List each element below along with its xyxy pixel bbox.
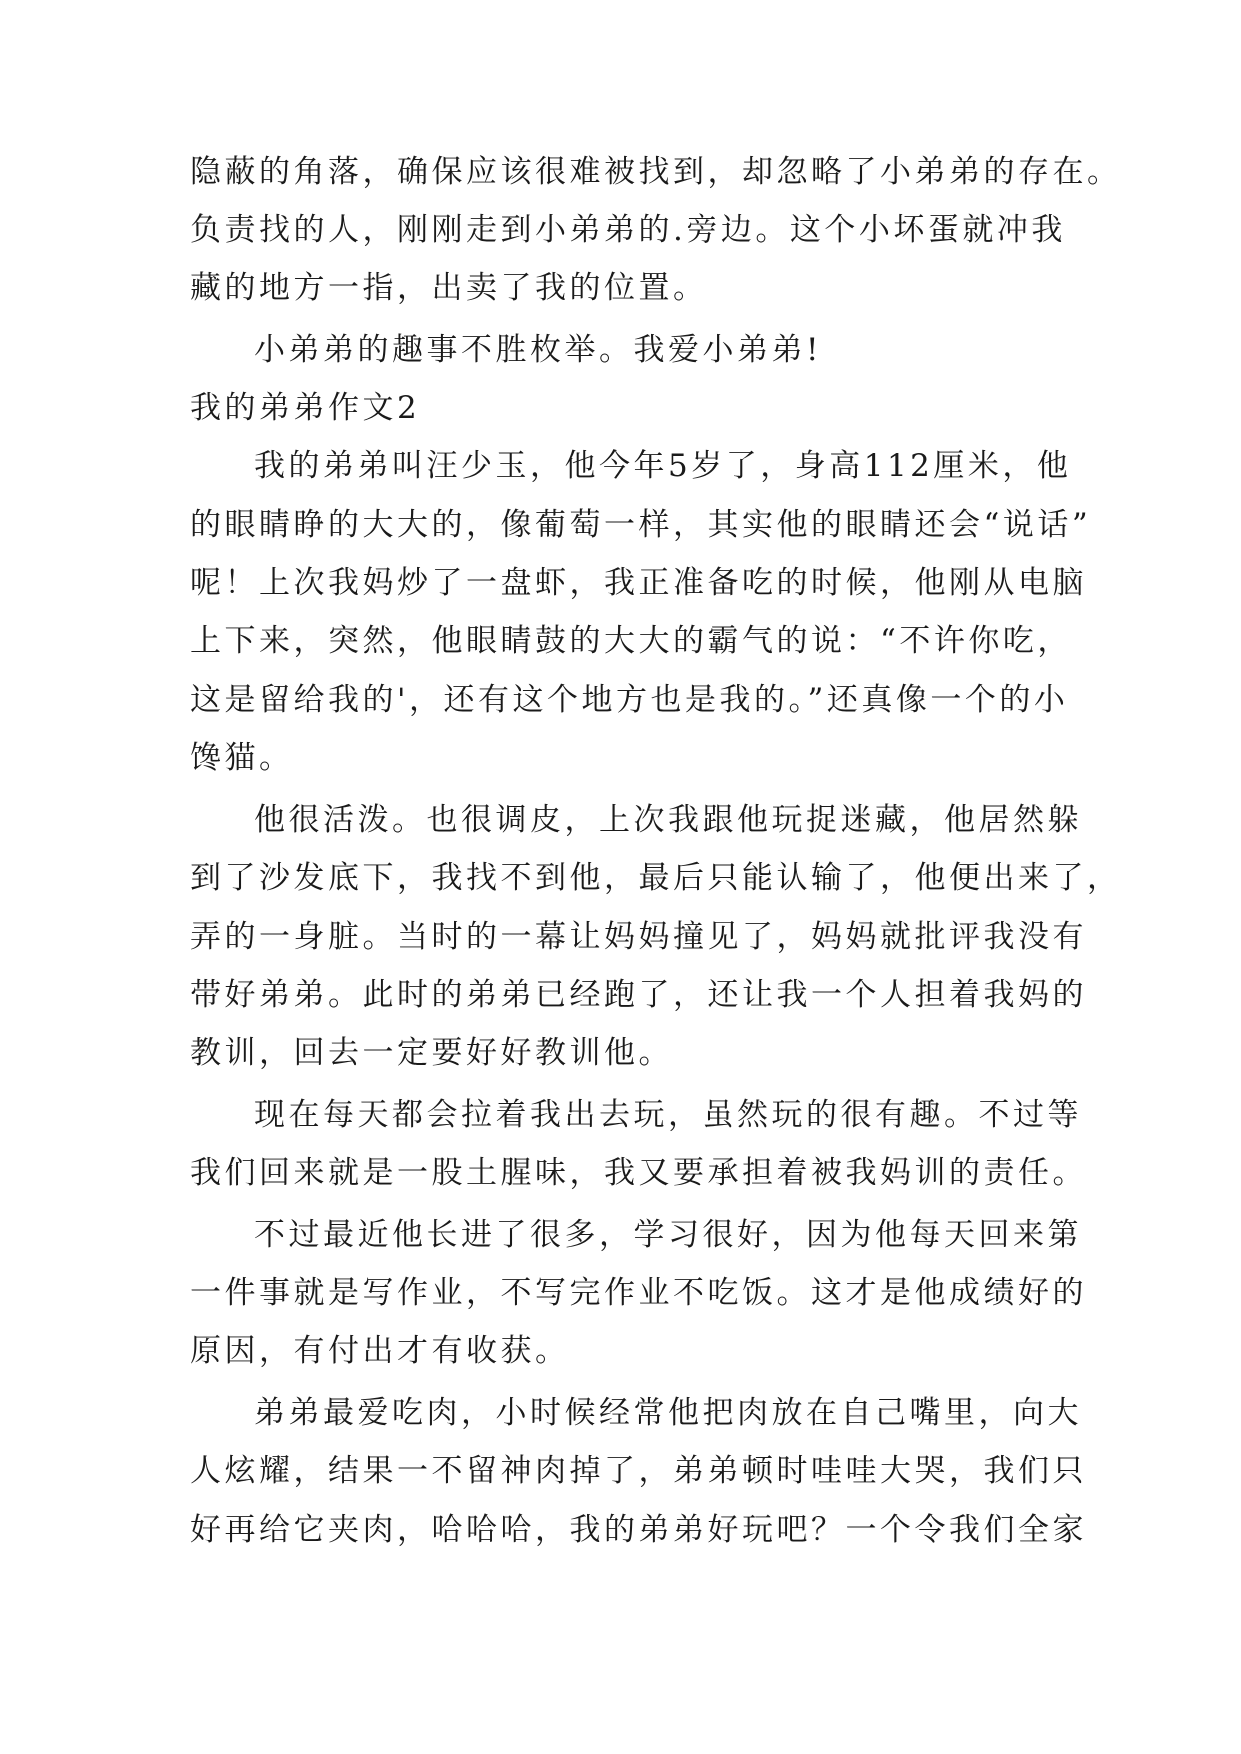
paragraph-line: 好再给它夹肉，哈哈哈，我的弟弟好玩吧？一个令我们全家 — [190, 1512, 1087, 1548]
paragraph-line: 负责找的人，刚刚走到小弟弟的.旁边。这个小坏蛋就冲我 — [190, 212, 1066, 248]
paragraph-line: 隐蔽的角落，确保应该很难被找到，却忽略了小弟弟的存在。 — [190, 154, 1122, 190]
paragraph-line: 这是留给我的'，还有这个地方也是我的。”还真像一个的小 — [190, 682, 1069, 718]
paragraph-line: 人炫耀，结果一不留神肉掉了，弟弟顿时哇哇大哭，我们只 — [190, 1453, 1087, 1489]
paragraph-line: 弄的一身脏。当时的一幕让妈妈撞见了，妈妈就批评我没有 — [190, 919, 1087, 955]
paragraph-line: 不过最近他长进了很多，学习很好，因为他每天回来第 — [254, 1217, 1082, 1253]
section-title: 我的弟弟作文2 — [190, 390, 421, 426]
paragraph-line: 我的弟弟叫汪少玉，他今年5岁了，身高112厘米，他 — [254, 448, 1072, 484]
paragraph-line: 上下来，突然，他眼睛鼓的大大的霸气的说：“不许你吃， — [190, 623, 1072, 659]
paragraph-line: 藏的地方一指，出卖了我的位置。 — [190, 270, 708, 306]
paragraph-line: 现在每天都会拉着我出去玩，虽然玩的很有趣。不过等 — [254, 1097, 1082, 1133]
paragraph-line: 带好弟弟。此时的弟弟已经跑了，还让我一个人担着我妈的 — [190, 977, 1087, 1013]
paragraph-line: 原因，有付出才有收获。 — [190, 1333, 570, 1369]
paragraph-line: 我们回来就是一股土腥味，我又要承担着被我妈训的责任。 — [190, 1155, 1087, 1191]
paragraph-line: 馋猫。 — [190, 740, 294, 776]
paragraph-line: 呢！上次我妈炒了一盘虾，我正准备吃的时候，他刚从电脑 — [190, 565, 1087, 601]
paragraph-line: 一件事就是写作业，不写完作业不吃饭。这才是他成绩好的 — [190, 1275, 1087, 1311]
paragraph-line: 教训，回去一定要好好教训他。 — [190, 1035, 673, 1071]
paragraph-line: 小弟弟的趣事不胜枚举。我爱小弟弟! — [254, 332, 822, 368]
paragraph-line: 弟弟最爱吃肉，小时候经常他把肉放在自己嘴里，向大 — [254, 1395, 1082, 1431]
paragraph-line: 到了沙发底下，我找不到他，最后只能认输了，他便出来了， — [190, 860, 1122, 896]
paragraph-line: 他很活泼。也很调皮，上次我跟他玩捉迷藏，他居然躲 — [254, 802, 1082, 838]
paragraph-line: 的眼睛睁的大大的，像葡萄一样，其实他的眼睛还会“说话” — [190, 507, 1092, 543]
